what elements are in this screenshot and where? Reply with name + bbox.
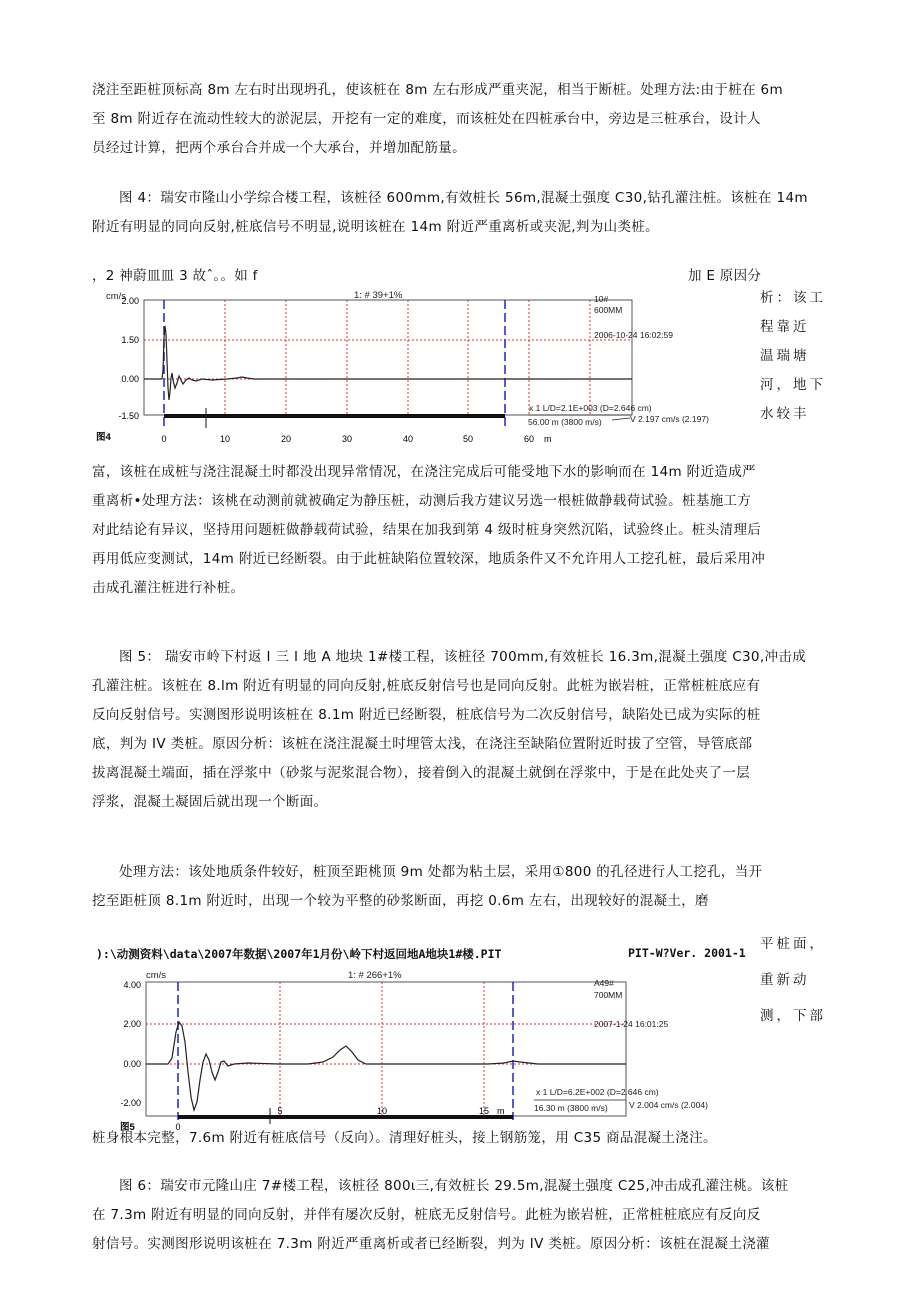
text-line: 处理方法：该处地质条件较好，桩顶至距桃顶 9m 处都为粘土层，采用①800 的孔径进行人工挖孔，当开 bbox=[119, 864, 763, 880]
text-line: 射信号。实测图形说明该桩在 7.3m 附近严重离析或者已经断裂，判为 IV 类桩。原因分析：该桩在混凝土浇灌 bbox=[92, 1236, 770, 1252]
chart-header: 1: # 39+1% bbox=[354, 290, 403, 301]
text-line: 孔灌注桩。该桩在 8.lm 附近有明显的同向反射,桩底反射信号也是同向反射。此桩为嵌岩桩，正常桩桩底应有 bbox=[92, 678, 761, 694]
paragraph-6 bbox=[92, 1124, 828, 1153]
x-axis-bar bbox=[178, 1115, 513, 1119]
side-line: 水较丰 bbox=[760, 406, 810, 422]
y-tick: 0.00 bbox=[123, 1059, 141, 1069]
info-line-1: x 1 L/D=2.1E+003 (D=2.646 cm) bbox=[529, 403, 652, 413]
plot-frame bbox=[144, 300, 632, 415]
x-tick: 15 bbox=[478, 1106, 490, 1116]
x-tick: 10 bbox=[376, 1106, 388, 1116]
text-line: 对此结论有异议，坚持用问题桩做静载荷试验，结果在加我到第 4 级时桩身突然沉陷，试验终止。桩头清理后 bbox=[92, 522, 762, 538]
side-line: 温瑞塘 bbox=[760, 348, 810, 364]
figure-5-svg bbox=[108, 962, 753, 1142]
text-line: 员经过计算，把两个承台合并成一个大承台，并增加配筋量。 bbox=[92, 140, 466, 156]
x-tick: 0 bbox=[175, 1122, 181, 1132]
text-line: 拔离混凝土端面，插在浮浆中（砂浆与泥浆混合物），接着倒入的混凝土就倒在浮浆中，于是在此处夹了一层 bbox=[92, 765, 751, 781]
paragraph-3 bbox=[92, 458, 828, 603]
y-unit-label: cm/s bbox=[146, 970, 167, 981]
info-line-1: x 1 L/D=6.2E+002 (D=2.646 cm) bbox=[536, 1087, 659, 1097]
test-datetime: 2006-10-24 16:02:59 bbox=[594, 330, 673, 340]
text-line: 图 6：瑞安市元隆山庄 7#楼工程，该桩径 800ι三,有效桩长 29.5m,混凝土强度 C25,冲击成孔灌注桃。该桩 bbox=[119, 1178, 789, 1194]
text-line: 桩身根本完整，7.6m 附近有桩底信号（反向）。清理好桩头，接上钢筋笼，用 C35 商品混凝土浇注。 bbox=[92, 1130, 717, 1146]
side-line: 平桩面， bbox=[760, 936, 826, 952]
info-leader bbox=[612, 418, 630, 420]
text-line: 反向反射信号。实测图形说明该桩在 8.1m 附近已经断裂，桩底信号为二次反射信号，缺陷处已成为实际的桩 bbox=[92, 707, 761, 723]
x-tick: 30 bbox=[341, 434, 353, 444]
y-unit-label: cm/s bbox=[106, 291, 127, 302]
text-line: 图 4：瑞安市隆山小学综合楼工程，该桩径 600mm,有效桩长 56m,混凝土强度 C30,钻孔灌注桩。该桩在 14m bbox=[119, 190, 808, 206]
text-line: 浇注至距桩顶标高 8m 左右时出现坍孔，使该桩在 8m 左右形成严重夹泥，相当于断桩。处理方法:由于桩在 6m bbox=[92, 82, 783, 98]
garbled-text-left: ，2 神蔚皿皿 3 故ˆ。。如 f bbox=[92, 268, 258, 284]
figure-4-svg bbox=[92, 288, 747, 448]
figure-5-side-text bbox=[760, 930, 826, 1031]
text-line: 富，该桩在成桩与浇注混凝土时都没出现异常情况，在浇注完成后可能受地下水的影响而在 14m 附近造成严 bbox=[92, 464, 756, 480]
test-datetime: 2007-1-24 16:01:25 bbox=[594, 1019, 669, 1029]
text-line: 底，判为 IV 类桩。原因分析：该桩在浇注混凝土时埋管太浅，在浇注至缺陷位置附近时拔了空管，导管底部 bbox=[92, 736, 753, 752]
info-line-3: V 2.004 cm/s (2.004) bbox=[629, 1100, 708, 1110]
pile-diameter: 600MM bbox=[594, 305, 623, 315]
figure-5-version: PIT-W?Ver. 2001-1 bbox=[628, 946, 746, 960]
side-line: 河，地下 bbox=[760, 377, 826, 393]
info-line-2: 16.30 m (3800 m/s) bbox=[534, 1103, 608, 1113]
side-line: 析：该工 bbox=[760, 290, 826, 306]
text-line: 在 7.3m 附近有明显的同向反射，并伴有屡次反射，桩底无反射信号。此桩为嵌岩桩，正常桩桩底应有反向反 bbox=[92, 1207, 761, 1223]
text-line: 再用低应变测试，14m 附近已经断裂。由于此桩缺陷位置较深，地质条件又不允许用人工挖孔桩，最后采用冲 bbox=[92, 551, 766, 567]
figure-5-file-path: ):\动测资料\data\2007年数据\2007年1月份\岭下村返回地A地块1#楼.PIT bbox=[96, 947, 502, 961]
text-line: 浮浆，混凝土凝固后就出现一个断面。 bbox=[92, 794, 328, 810]
y-tick: -2.00 bbox=[120, 1098, 141, 1108]
chart-header: 1: # 266+1% bbox=[348, 970, 402, 981]
side-line: 重新动 bbox=[760, 972, 810, 988]
text-line: 附近有明显的同向反射,桩底信号不明显,说明该桩在 14m 附近严重离析或夹泥,判为山类桩。 bbox=[92, 219, 660, 235]
x-unit: m bbox=[544, 434, 552, 444]
paragraph-figure-6-caption bbox=[92, 1172, 828, 1259]
x-axis-bar bbox=[164, 414, 505, 418]
y-tick: 2.00 bbox=[121, 296, 139, 306]
text-line: 击成孔灌注桩进行补桩。 bbox=[92, 580, 245, 596]
side-line: 程靠近 bbox=[760, 319, 810, 335]
text-line: 图 5： 瑞安市岭下村返 I 三 I 地 A 地块 1#楼工程，该桩径 700mm,有效桩长 16.3m,混凝土强度 C30,冲击成 bbox=[119, 649, 807, 665]
figure-5-chart bbox=[108, 962, 753, 1146]
x-tick: 0 bbox=[161, 434, 167, 444]
x-tick: 20 bbox=[280, 434, 292, 444]
y-tick: 0.00 bbox=[121, 374, 139, 384]
pile-id: A49# bbox=[594, 978, 614, 988]
paragraph-figure-5-caption bbox=[92, 643, 828, 817]
info-line-3: V 2.197 cm/s (2.197) bbox=[630, 414, 709, 424]
paragraph-1 bbox=[92, 76, 828, 163]
text-line: 挖至距桩顶 8.1m 附近时，出现一个较为平整的砂浆断面，再挖 0.6m 左右，出现较好的混凝土，磨 bbox=[92, 893, 709, 909]
x-tick: 10 bbox=[219, 434, 231, 444]
x-tick: 50 bbox=[462, 434, 474, 444]
x-tick: 40 bbox=[402, 434, 414, 444]
x-tick: 60 bbox=[523, 434, 535, 444]
figure-label: 图4 bbox=[96, 432, 111, 443]
pile-id: 10# bbox=[594, 294, 609, 304]
text-line: 至 8m 附近存在流动性较大的淤泥层，开挖有一定的难度，而该桩处在四桩承台中，旁边是三桩承台，设计人 bbox=[92, 111, 761, 127]
figure-label: 图5 bbox=[120, 1122, 135, 1133]
text-line: 重离析•处理方法：该桃在动测前就被确定为静压桩，动测后我方建议另选一根桩做静载荷试验。桩基施工方 bbox=[92, 493, 752, 509]
side-line: 测，下部 bbox=[760, 1008, 826, 1024]
figure-4-chart bbox=[92, 288, 747, 452]
x-unit: m bbox=[497, 1106, 505, 1116]
x-tick: 5 bbox=[277, 1106, 283, 1116]
garbled-text-right: 加 E 原因分 bbox=[688, 268, 762, 284]
paragraph-figure-4-caption bbox=[92, 184, 828, 242]
figure-4-side-text bbox=[760, 284, 826, 429]
y-tick: 4.00 bbox=[123, 980, 141, 990]
paragraph-5 bbox=[92, 858, 828, 916]
pile-diameter: 700MM bbox=[594, 990, 623, 1000]
y-tick: -1.50 bbox=[118, 411, 139, 421]
y-tick: 1.50 bbox=[121, 335, 139, 345]
y-tick: 2.00 bbox=[123, 1019, 141, 1029]
info-line-2: 56.00 m (3800 m/s) bbox=[528, 417, 602, 427]
